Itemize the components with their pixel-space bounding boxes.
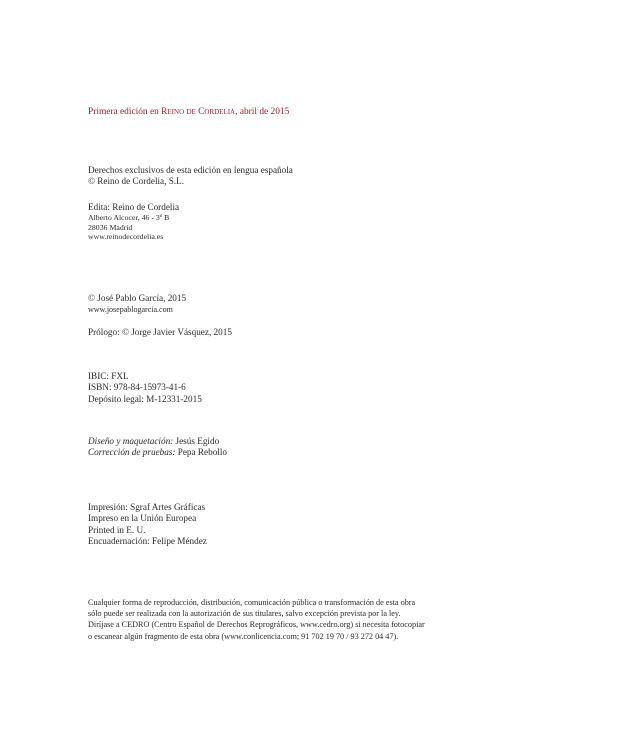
proof-credit (88, 447, 227, 458)
author-info (88, 293, 186, 316)
production-credits (88, 436, 227, 459)
prologue-credit (88, 327, 232, 338)
author-website: www.josepablogarcia.com (88, 305, 173, 315)
edition-imprint: Reino de Cordelia (161, 107, 236, 117)
design-credit (88, 436, 227, 447)
publisher-info (88, 202, 179, 242)
rights-line: Derechos exclusivos de esta edición en lengua española (88, 165, 293, 175)
publisher-address: Alberto Alcocer, 46 - 3º B (88, 213, 170, 223)
publisher-website: www.reinodecordelia.es (88, 232, 164, 242)
printing-info (88, 502, 207, 548)
prologue-line: Prólogo: © Jorge Javier Vásquez, 2015 (88, 327, 232, 337)
publisher-city: 28036 Madrid (88, 222, 133, 232)
ibic-code: IBIC: FXL (88, 371, 129, 381)
rights-statement (88, 165, 293, 188)
design-label: Diseño y maquetación: (88, 436, 174, 446)
design-name: Jesús Egido (173, 436, 220, 446)
author-copyright: © José Pablo García, 2015 (88, 293, 187, 303)
edition-statement (88, 107, 289, 118)
legal-line: Cualquier forma de reproducción, distribución, comunicación pública o transformación de esta obra (88, 598, 416, 607)
legal-line: sólo puede ser realizada con la autorización de sus titulares, salvo excepción prevista por la ley. (88, 609, 401, 619)
rights-holder: © Reino de Cordelia, S.L. (88, 176, 185, 187)
publisher-label: Edita: Reino de Cordelia (88, 202, 180, 212)
isbn-code: ISBN: 978-84-15973-41-6 (88, 382, 186, 393)
legal-deposit: Depósito legal: M-12331-2015 (88, 393, 202, 404)
printed-in-eu-english: Printed in E. U. (88, 524, 146, 535)
legal-notice (88, 597, 425, 642)
edition-date: , abril de 2015 (235, 107, 290, 117)
printer: Impresión: Sgraf Artes Gráficas (88, 502, 206, 512)
proof-name: Pepa Rebollo (175, 447, 227, 458)
binding: Encuadernación: Felipe Méndez (88, 536, 207, 547)
legal-line: o escanear algún fragmento de esta obra (www.conlicencia.com; 91 702 19 70 / 93 272 04 47). (88, 631, 399, 641)
book-identifiers (88, 371, 202, 405)
legal-line: Diríjase a CEDRO (Centro Español de Derechos Reprográficos, www.cedro.org) si necesita fotocopiar (88, 620, 425, 630)
edition-prefix: Primera edición en (88, 107, 162, 117)
proof-label: Corrección de pruebas: (88, 447, 176, 458)
printed-in-eu: Impreso en la Unión Europea (88, 513, 197, 524)
